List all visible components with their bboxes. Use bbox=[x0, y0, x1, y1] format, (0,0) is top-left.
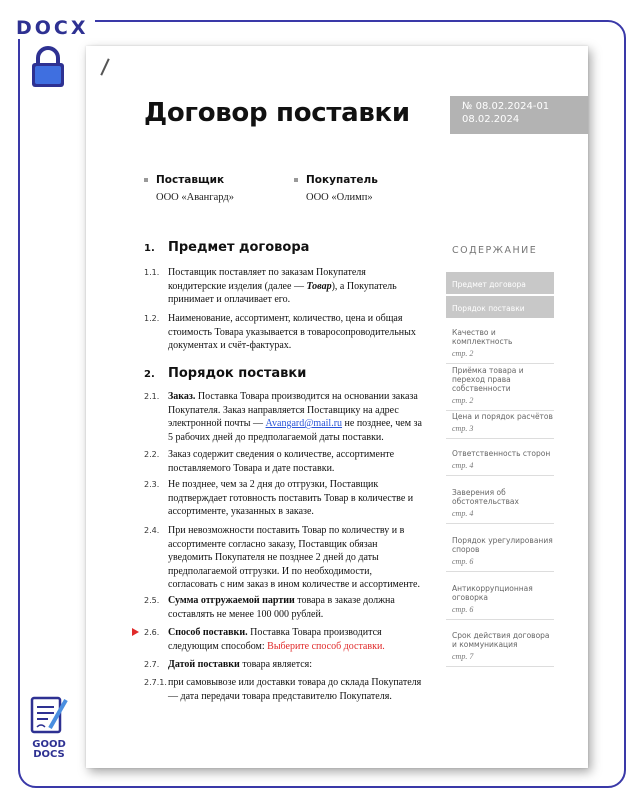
buyer-block bbox=[306, 174, 378, 203]
supplier-label: Поставщик bbox=[156, 174, 225, 186]
brand-label: DOCX bbox=[14, 17, 95, 39]
toc-item[interactable]: Порядок поставки bbox=[446, 296, 554, 318]
document-title: Договор поставки bbox=[144, 98, 410, 128]
clause-1-2: 1.2. Наименование, ассортимент, количество, цена и общая стоимость Товара указывается в товаросопроводительных документах и счёт-фактурах. bbox=[144, 313, 416, 351]
toc-item[interactable]: Срок действия договора и коммуникация стр. 7 bbox=[446, 631, 554, 661]
supplier-block bbox=[156, 174, 234, 203]
pen-icon bbox=[100, 58, 109, 75]
toc-item[interactable]: Порядок урегулирования споров стр. 6 bbox=[446, 536, 554, 566]
lock-icon bbox=[29, 46, 67, 88]
clause-1-1: 1.1. Поставщик поставляет по заказам Покупателя кондитерские изделия (далее — Товар), а Покупатель принимает и оплачивает его. bbox=[144, 267, 397, 305]
clause-2-7: 2.7. Датой поставки товара является: bbox=[144, 659, 313, 670]
clause-2-6: 2.6. Способ поставки. Поставка Товара производится следующим способом: Выберите способ доставки. bbox=[144, 626, 424, 653]
clause-2-2: 2.2. Заказ содержит сведения о количестве, ассортименте поставляемого Товара и дате поставки. bbox=[144, 449, 395, 474]
toc-item[interactable]: Заверения об обстоятельствах стр. 4 bbox=[446, 488, 554, 518]
toc-heading: СОДЕРЖАНИЕ bbox=[452, 245, 538, 256]
supplier-name: ООО «Авангард» bbox=[156, 192, 234, 203]
toc-item[interactable]: Цена и порядок расчётов стр. 3 bbox=[446, 412, 554, 433]
buyer-label: Покупатель bbox=[306, 174, 378, 186]
document-number: № 08.02.2024-01 bbox=[462, 101, 550, 112]
bullet-icon bbox=[144, 178, 148, 182]
buyer-name: ООО «Олимп» bbox=[306, 192, 373, 203]
clause-2-7-1: 2.7.1. при самовывозе или доставки товара до склада Покупателя — дата передачи товара представителю Покупателя. bbox=[144, 677, 422, 702]
delivery-method-placeholder[interactable]: Выберите способ доставки. bbox=[267, 640, 385, 652]
clause-2-3: 2.3. Не позднее, чем за 2 дня до отгрузки, Поставщик подтверждает готовность поставить Товар в количестве и ассортименте, указанных в заказе. bbox=[144, 479, 414, 517]
toc-item[interactable]: Ответственность сторон стр. 4 bbox=[446, 449, 554, 470]
toc-item[interactable]: Предмет договора bbox=[446, 272, 554, 294]
document-number-box bbox=[450, 96, 588, 134]
arrow-marker-icon bbox=[132, 628, 139, 636]
clause-2-1: 2.1. Заказ. Поставка Товара производится на основании заказа Покупателя. Заказ направляется Поставщику на адрес электронной почты — Avangard@mail.ru не позднее, чем за 5 рабочих дней до предполагаемой даты поставки. bbox=[144, 391, 422, 443]
toc-item[interactable]: Приёмка товара и переход права собственности стр. 2 bbox=[446, 366, 554, 405]
document-page: Договор поставки № 08.02.2024-01 08.02.2024 Поставщик ООО «Авангард» Покупатель ООО «Олимп» 1. Предмет договора 1.1. Поставщик поставляет по заказам Покупателя кондитерские изделия (далее — Товар), а Покупатель принимает и оплачивает его. 1.2. Наименование, ассортимент, количество, цена и общая стоимость Товара указывается в товаросопроводительных документах и счёт-фактурах. 2. Порядок поставки 2.1. Заказ. Поставка Товара производится на основании заказа Покупателя. Заказ направляется Поставщику на адрес электронной почты — Avangard@mail.ru не позднее, чем за 5 рабочих дней до предполагаемой даты поставки. 2.2. Заказ содержит сведения о количестве, ассортименте поставляемого Товара и дате поставки. 2.3. Не позднее, чем за 2 дня до отгрузки, Поставщик подтверждает готовность поставить Товар в количестве и ассортименте, указанных в заказе. 2.4. При невозможности поставить Товар по количеству и в ассортименте согласно заказу, Поставщик обязан уведомить Покупателя не позднее 2 дней до даты предполагаемой отгрузки. И по необходимости, согласовать с ним заказ в ином количестве и ассортименте. 2.5. Сумма отгружаемой партии товара в заказе должна составлять не менее 100 000 рублей. 2.6. Способ поставки. Поставка Товара производится следующим способом: Выберите способ доставки. 2.7. Датой поставки товара является: 2.7.1. при самовывозе или доставки товара до склада Покупателя — дата передачи товара представителю Покупателя. СОДЕРЖАНИЕ Предмет договора Порядок поставки Качество и комплектность стр. 2 Приёмка товара и переход права собственности стр. 2 Цена и порядок расчётов стр. 3 Ответственность сторон стр. 4 Заверения об обстоятельствах стр. 4 Порядок урегулирования споров стр. 6 Антикоррупционная оговорка стр. 6 Срок действия договора и коммуникация стр. 7 bbox=[86, 46, 588, 768]
toc-item[interactable]: Качество и комплектность стр. 2 bbox=[446, 328, 554, 358]
good-docs-logo-text: GOOD DOCS bbox=[32, 739, 66, 760]
bullet-icon bbox=[294, 178, 298, 182]
document-date: 08.02.2024 bbox=[462, 114, 520, 125]
clause-2-5: 2.5. Сумма отгружаемой партии товара в заказе должна составлять не менее 100 000 рублей. bbox=[144, 595, 395, 620]
clause-2-4: 2.4. При невозможности поставить Товар по количеству и в ассортименте согласно заказу, Поставщик обязан уведомить Покупателя не позднее 2 дней до даты предполагаемой отгрузки. И по необходимости, согласовать с ним заказ в ином количестве и ассортименте. bbox=[144, 525, 420, 590]
toc-item[interactable]: Антикоррупционная оговорка стр. 6 bbox=[446, 584, 554, 614]
email-link[interactable]: Avangard@mail.ru bbox=[265, 418, 343, 429]
